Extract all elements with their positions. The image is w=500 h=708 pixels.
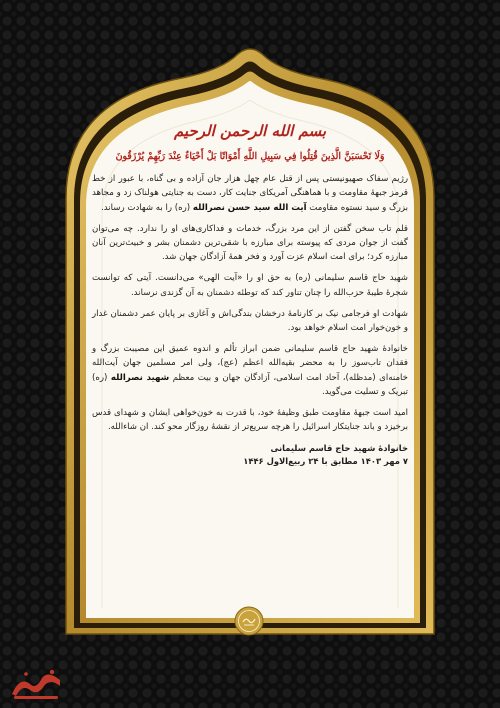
- martyr-name-2: شهید نصرالله: [110, 372, 170, 383]
- letter-content: [92, 110, 408, 610]
- seal-emblem: [234, 606, 264, 636]
- martyr-name: آیت الله سید حسن نصرالله: [192, 202, 307, 213]
- paragraph-2: قلم تاب سخن گفتن از این مرد بزرگ، خدمات و فداکاری‌های او را ندارد. چه می‌توان گفت از جوان مردی که پیوسته برای مبارزه با شقی‌ترین دشمنان بشر و خبیث‌ترین آنان مبارزه کرد؛ برای امت اسلام عزت آورد و فخر همهٔ آزادگان جهان شد.: [92, 223, 408, 263]
- seal-icon: [234, 606, 264, 636]
- signature-family: خانوادهٔ شهید حاج قاسم سلیمانی: [270, 443, 408, 454]
- paragraph-6: امید است جبههٔ مقاومت طبق وظیفهٔ خود، با قدرت به خون‌خواهی ایشان و شهدای قدس برخیزد و باند جنایتکار اسرائیل را هرچه سریع‌تر از نقشهٔ روزگار محو کند. ان شاءالله.: [92, 408, 408, 433]
- paragraph-1: رژیم سفاک صهیونیستی پس از قتل عام چهل هزار جان آزاده و بی گناه، با عبور از خط قرمز جبههٔ مقاومت و با هماهنگی آمریکای جنایت کار، دست به جنایتی هولناک زد و مجاهد بزرگ و سید نستوه مقاومت آیت الله سید حسن نصرالله (ره) را به شهادت رساند.: [92, 174, 408, 213]
- paragraph-3: شهید حاج قاسم سلیمانی (ره) به حق او را «آیت الهی» می‌دانست. آیتی که توانست شجرهٔ طیبهٔ حزب‌الله را چنان تناور کند که توطئه دشمنان به آن گزندی نرساند.: [92, 273, 408, 298]
- logo-icon: [6, 664, 66, 704]
- paragraph-5: خانوادهٔ شهید حاج قاسم سلیمانی ضمن ابراز تألم و اندوه عمیق این مصیبت بزرگ و فقدان تاب‌سوز را به محضر بقیه‌الله اعظم (عج)، ولی امر مسلمین جهان آیت‌الله خامنه‌ای (مدظله)، آحاد امت اسلامی، آزادگان جهان و بیت معظم شهید نصرالله (ره) تبریک و تسلیت می‌گوید.: [92, 344, 408, 397]
- quran-verse: وَلَا تَحْسَبَنَّ الَّذِينَ قُتِلُوا فِي سَبِيلِ اللَّهِ أَمْوَاتًا بَلْ أَحْيَاءٌ عِنْدَ رَبِّهِمْ يُرْزَقُونَ: [115, 151, 385, 163]
- signature-date: ۷ مهر ۱۴۰۳ مطابق با ۲۴ ربیع‌الاول ۱۴۴۶: [243, 456, 408, 467]
- navideshahed-logo: [6, 664, 66, 704]
- bismillah-heading: بسم الله الرحمن الرحیم: [173, 122, 327, 140]
- paragraph-4: شهادت او فرجامی نیک بر کارنامهٔ درخشان بندگی‌اش و آغازی بر پایان عمر دشمنان غدار و خون‌خوار امت اسلام خواهد بود.: [92, 308, 408, 334]
- signature-block: [92, 442, 408, 468]
